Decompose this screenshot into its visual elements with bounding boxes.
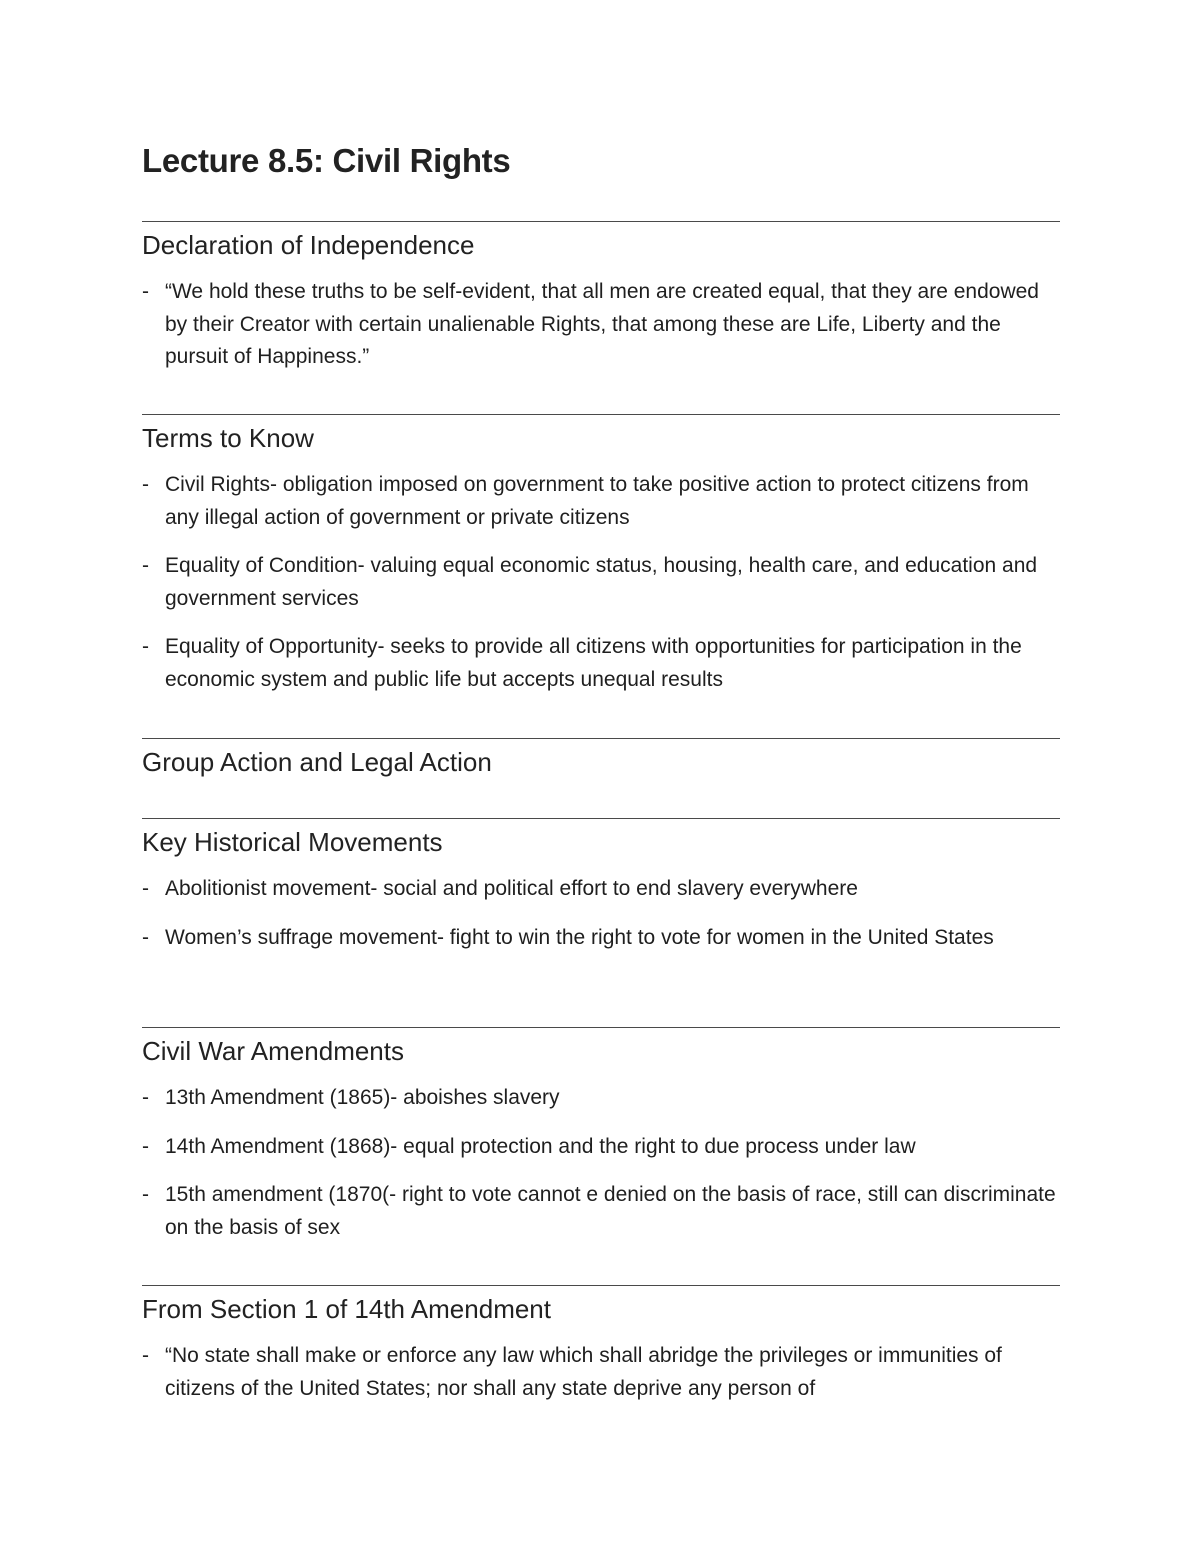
section-heading: Key Historical Movements [142, 827, 443, 857]
section-group-action-and-legal-action [142, 738, 1060, 779]
list-item [142, 922, 1060, 955]
bullet-list [142, 873, 1060, 954]
bullet-list [142, 276, 1060, 374]
section-heading: From Section 1 of 14th Amendment [142, 1294, 551, 1324]
dash-bullet-icon: - [142, 1086, 149, 1109]
dash-bullet-icon: - [142, 473, 149, 496]
list-item-text: Women’s suffrage movement- fight to win the right to vote for women in the United States [165, 925, 994, 949]
dash-bullet-icon: - [142, 280, 149, 303]
list-item [142, 1131, 1060, 1164]
section-heading: Group Action and Legal Action [142, 747, 492, 777]
list-item-text: Equality of Condition- valuing equal economic status, housing, health care, and education and government services [165, 554, 1038, 610]
section-terms-to-know [142, 414, 1060, 696]
document-page [142, 0, 1060, 1553]
bullet-list [142, 469, 1060, 696]
bullet-list [142, 1082, 1060, 1244]
list-item-text: 14th Amendment (1868)- equal protection and the right to due process under law [165, 1134, 916, 1158]
list-item-text: Civil Rights- obligation imposed on government to take positive action to protect citizens from any illegal action of government or private citizens [165, 473, 1029, 529]
list-item-text: Equality of Opportunity- seeks to provide all citizens with opportunities for participation in the economic system and public life but accepts unequal results [165, 635, 1022, 691]
section-heading: Civil War Amendments [142, 1036, 404, 1066]
section-key-historical-movements [142, 818, 1060, 954]
dash-bullet-icon: - [142, 1344, 149, 1367]
list-item [142, 1179, 1060, 1244]
section-civil-war-amendments [142, 1027, 1060, 1244]
dash-bullet-icon: - [142, 635, 149, 658]
list-item [142, 469, 1060, 534]
list-item [142, 1082, 1060, 1115]
list-item [142, 873, 1060, 906]
dash-bullet-icon: - [142, 554, 149, 577]
dash-bullet-icon: - [142, 1183, 149, 1206]
bullet-list [142, 1340, 1060, 1405]
page-title: Lecture 8.5: Civil Rights [142, 142, 511, 179]
section-heading: Declaration of Independence [142, 230, 475, 260]
list-item [142, 1340, 1060, 1405]
section-declaration-of-independence [142, 221, 1060, 374]
list-item [142, 631, 1060, 696]
list-item-text: “We hold these truths to be self-evident, that all men are created equal, that they are endowed by their Creator with certain unalienable Rights, that among these are Life, Liberty and the pursuit of Happiness.” [165, 280, 1039, 368]
list-item-text: “No state shall make or enforce any law which shall abridge the privileges or immunities of citizens of the United States; nor shall any state deprive any person of [165, 1344, 1002, 1400]
dash-bullet-icon: - [142, 877, 149, 900]
list-item-text: 13th Amendment (1865)- aboishes slavery [165, 1086, 560, 1109]
list-item [142, 550, 1060, 615]
section-heading: Terms to Know [142, 423, 314, 453]
list-item-text: 15th amendment (1870(- right to vote cannot e denied on the basis of race, still can discriminate on the basis of sex [165, 1183, 1056, 1239]
list-item [142, 276, 1060, 374]
section-from-section-1-of-14th-amendment [142, 1285, 1060, 1405]
dash-bullet-icon: - [142, 1134, 149, 1158]
dash-bullet-icon: - [142, 925, 149, 949]
list-item-text: Abolitionist movement- social and political effort to end slavery everywhere [165, 877, 858, 900]
